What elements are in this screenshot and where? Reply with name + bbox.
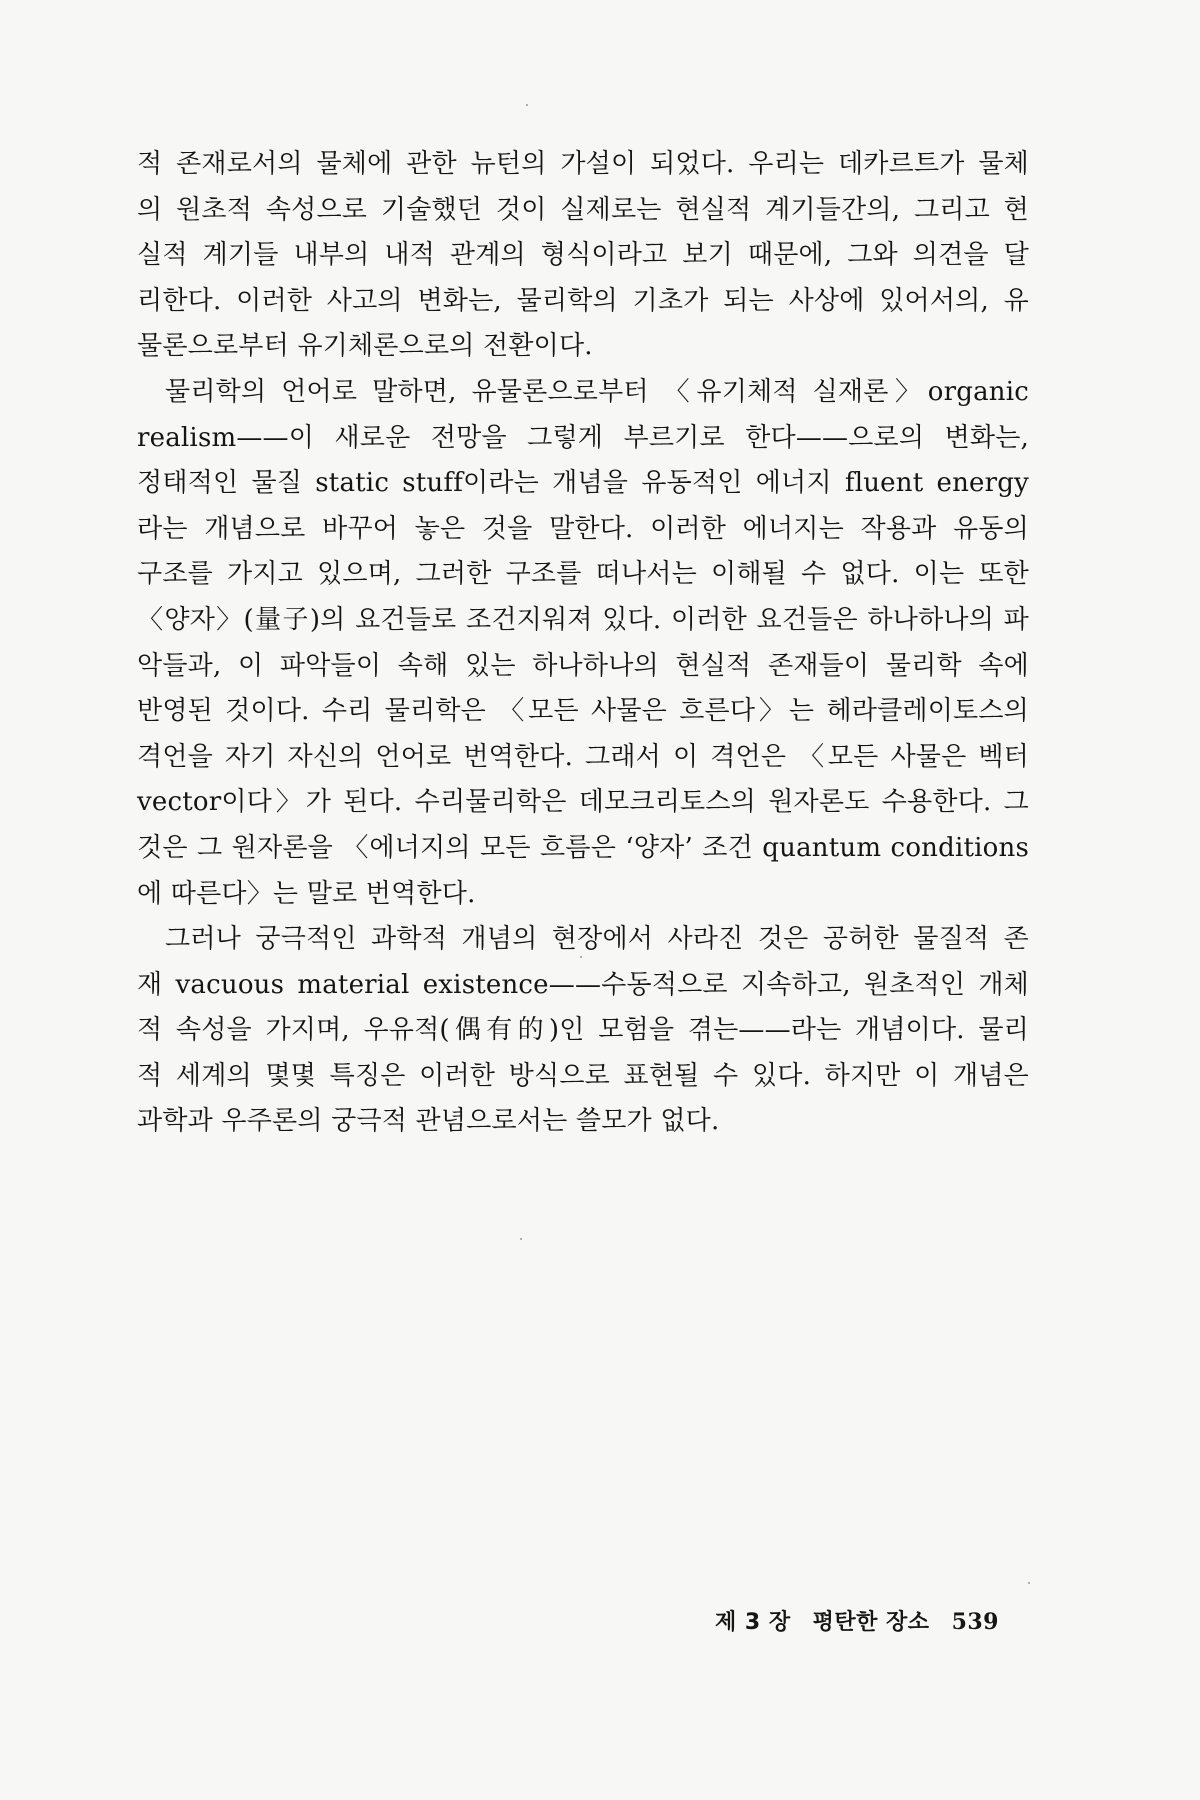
text-line: 리한다. 이러한 사고의 변화는, 물리학의 기초가 되는 사상에 있어서의, 유: [137, 285, 1029, 316]
text-line: realism——이 새로운 전망을 그렇게 부르기로 한다——으로의 변화는,: [137, 422, 1029, 453]
text-line: 반영된 것이다. 수리 물리학은 〈모든 사물은 흐른다〉는 헤라클레이토스의: [137, 696, 1029, 727]
paper-speck: [580, 956, 582, 958]
text-line: 적 존재로서의 물체에 관한 뉴턴의 가설이 되었다. 우리는 데카르트가 물체: [137, 149, 1029, 179]
text-line: 구조를 가지고 있으며, 그러한 구조를 떠나서는 이해될 수 없다. 이는 또한: [137, 559, 1029, 590]
section-title: 평탄한 장소: [812, 1610, 930, 1635]
text-line: 것은 그 원자론을 〈에너지의 모든 흐름은 ‘양자’ 조건 quantum conditions: [137, 832, 1029, 863]
paragraph-1: [137, 142, 1029, 370]
text-line: 실적 계기들 내부의 내적 관계의 형식이라고 보기 때문에, 그와 의견을 달: [137, 240, 1029, 271]
text-line: 의 원초적 속성으로 기술했던 것이 실제로는 현실적 계기들간의, 그리고 현: [137, 194, 1029, 225]
paper-speck: [520, 1238, 522, 1240]
text-line: 에 따른다〉는 말로 번역한다.: [137, 878, 476, 909]
text-line: 악들과, 이 파악들이 속해 있는 하나하나의 현실적 존재들이 물리학 속에: [137, 650, 1029, 681]
paper-speck: [1028, 1582, 1030, 1584]
text-line: 적 속성을 가지며, 우유적(偶有的)인 모험을 겪는——라는 개념이다. 물리: [137, 1015, 1029, 1046]
text-line: 라는 개념으로 바꾸어 놓은 것을 말한다. 이러한 에너지는 작용과 유동의: [137, 513, 1029, 544]
paper-speck: [526, 104, 528, 106]
body-text: [137, 142, 1029, 1145]
text-line: 격언을 자기 자신의 언어로 번역한다. 그래서 이 격언은 〈모든 사물은 벡터: [137, 741, 1029, 772]
running-footer: [715, 1605, 999, 1636]
text-line: 〈양자〉(量子)의 요건들로 조건지워져 있다. 이러한 요건들은 하나하나의 파: [137, 604, 1029, 635]
page-number: 539: [951, 1609, 999, 1635]
text-line: 정태적인 물질 static stuff이라는 개념을 유동적인 에너지 fluent energy: [137, 468, 1029, 499]
text-line: 그러나 궁극적인 과학적 개념의 현장에서 사라진 것은 공허한 물질적 존: [165, 924, 1029, 955]
text-line: 적 세계의 몇몇 특징은 이러한 방식으로 표현될 수 있다. 하지만 이 개념은: [137, 1060, 1029, 1091]
paragraph-2: [137, 370, 1029, 917]
text-line: vector이다〉가 된다. 수리물리학은 데모크리토스의 원자론도 수용한다. 그: [137, 787, 1029, 818]
text-line: 과학과 우주론의 궁극적 관념으로서는 쓸모가 없다.: [137, 1106, 720, 1137]
text-line: 물론으로부터 유기체론으로의 전환이다.: [137, 331, 593, 362]
text-line: 재 vacuous material existence——수동적으로 지속하고, 원초적인 개체: [137, 969, 1029, 1000]
chapter-label: 제 3 장: [715, 1610, 791, 1635]
text-line: 물리학의 언어로 말하면, 유물론으로부터 〈유기체적 실재론〉organic: [165, 376, 1029, 407]
paragraph-3: [137, 917, 1029, 1145]
